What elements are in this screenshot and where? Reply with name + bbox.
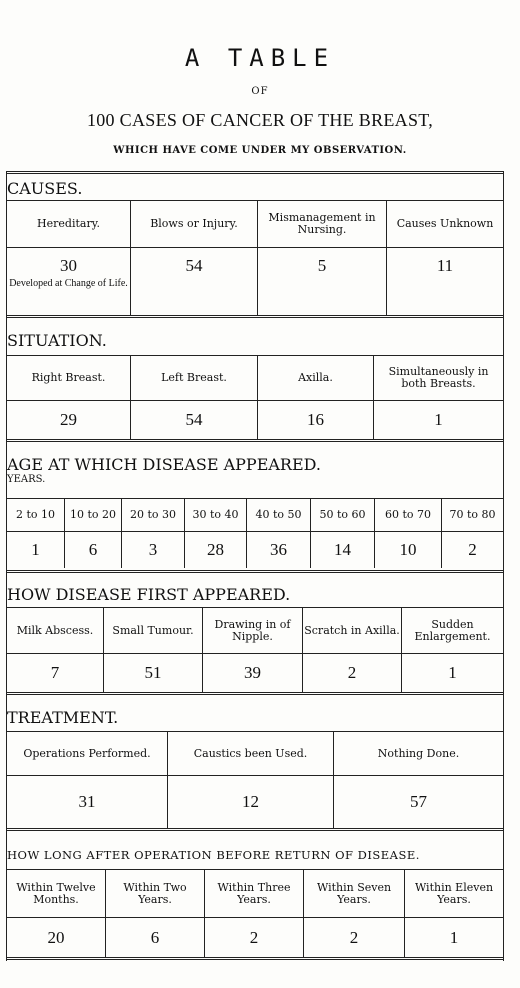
return-col-three-years: Within Three Years. — [205, 870, 304, 917]
first-col-sudden: Sudden Enlargement. — [414, 617, 491, 643]
return-value-row — [7, 918, 503, 958]
age-subheading: YEARS. — [7, 474, 46, 485]
situation-val-axilla: 16 — [258, 401, 374, 439]
age-val-1: 1 — [7, 532, 65, 568]
age-value-row — [7, 532, 503, 568]
age-col-1: 2 to 10 — [7, 499, 65, 531]
return-header-row — [7, 870, 503, 917]
causes-col-nursing: Mismanagement in Nursing. — [258, 201, 387, 247]
treatment-val-operations: 31 — [7, 776, 168, 828]
first-val-tumour: 51 — [104, 654, 203, 692]
causes-value-row — [7, 248, 503, 315]
age-col-4: 30 to 40 — [185, 499, 247, 531]
causes-val-nursing: 5 — [258, 248, 387, 315]
first-col-milk: Milk Abscess. — [7, 608, 104, 653]
return-val-eleven-years: 1 — [449, 928, 459, 947]
causes-val-unknown: 11 — [436, 256, 454, 275]
causes-note: Developed at Change of Life. — [9, 278, 128, 289]
treatment-col-nothing: Nothing Done. — [377, 746, 460, 760]
return-val-three-years: 2 — [205, 918, 304, 958]
return-col-seven-years: Within Seven Years. — [304, 870, 405, 917]
return-col-twelve-months: Within Twelve Months. — [7, 870, 106, 917]
age-header-row — [7, 499, 503, 531]
situation-val-right: 29 — [7, 401, 131, 439]
causes-heading: CAUSES. — [7, 179, 83, 198]
situation-col-axilla: Axilla. — [258, 356, 374, 400]
first-col-scratch: Scratch in Axilla. — [303, 608, 402, 653]
causes-header-row — [7, 201, 503, 247]
return-val-twelve-months: 20 — [7, 918, 106, 958]
return-val-two-years: 6 — [106, 918, 205, 958]
first-header-row — [7, 608, 503, 653]
age-col-7: 60 to 70 — [375, 499, 442, 531]
treatment-val-caustics: 12 — [168, 776, 334, 828]
title-line-3: 100 CASES OF CANCER OF THE BREAST, — [86, 110, 434, 130]
age-val-3: 3 — [122, 532, 185, 568]
age-col-8: 70 to 80 — [449, 508, 496, 521]
title-line-4: WHICH HAVE COME UNDER MY OBSERVATION. — [113, 145, 407, 156]
age-col-2: 10 to 20 — [65, 499, 122, 531]
age-col-6: 50 to 60 — [311, 499, 375, 531]
age-heading: AGE AT WHICH DISEASE APPEARED. — [7, 455, 321, 474]
causes-val-hereditary — [7, 248, 131, 315]
first-heading: HOW DISEASE FIRST APPEARED. — [7, 585, 291, 604]
age-val-5: 36 — [247, 532, 311, 568]
situation-val-left: 54 — [131, 401, 258, 439]
age-col-3: 20 to 30 — [122, 499, 185, 531]
return-col-two-years: Within Two Years. — [106, 870, 205, 917]
treatment-header-row — [7, 732, 503, 775]
return-val-seven-years: 2 — [304, 918, 405, 958]
title-line-1: A TABLE — [184, 44, 336, 72]
first-val-scratch: 2 — [303, 654, 402, 692]
first-val-milk: 7 — [7, 654, 104, 692]
treatment-value-row — [7, 776, 503, 828]
age-col-5: 40 to 50 — [247, 499, 311, 531]
causes-val-hereditary-number: 30 — [60, 256, 77, 275]
first-val-sudden: 1 — [448, 663, 457, 682]
return-col-eleven-years: Within Eleven Years. — [414, 880, 494, 906]
causes-val-blows: 54 — [131, 248, 258, 315]
first-val-nipple: 39 — [203, 654, 303, 692]
return-heading: HOW LONG AFTER OPERATION BEFORE RETURN OF DISEASE. — [7, 848, 420, 862]
age-val-6: 14 — [311, 532, 375, 568]
cases-table — [6, 171, 504, 961]
situation-col-left: Left Breast. — [131, 356, 258, 400]
treatment-col-operations: Operations Performed. — [7, 732, 168, 775]
situation-heading: SITUATION. — [7, 331, 107, 350]
title-line-2: OF — [251, 86, 269, 97]
situation-col-right: Right Breast. — [7, 356, 131, 400]
situation-header-row — [7, 356, 503, 400]
treatment-heading: TREATMENT. — [7, 708, 119, 727]
age-val-4: 28 — [185, 532, 247, 568]
causes-col-unknown: Causes Unknown — [396, 217, 494, 230]
first-col-tumour: Small Tumour. — [104, 608, 203, 653]
causes-col-hereditary: Hereditary. — [7, 201, 131, 247]
treatment-val-nothing: 57 — [410, 792, 427, 811]
causes-col-blows: Blows or Injury. — [131, 201, 258, 247]
first-value-row — [7, 654, 503, 692]
age-val-2: 6 — [65, 532, 122, 568]
age-val-8: 2 — [468, 540, 477, 559]
situation-value-row — [7, 401, 503, 439]
situation-val-both: 1 — [434, 410, 443, 429]
situation-col-both: Simultaneously in both Breasts. — [388, 365, 489, 390]
treatment-col-caustics: Caustics been Used. — [168, 732, 334, 775]
age-val-7: 10 — [375, 532, 442, 568]
first-col-nipple: Drawing in of Nipple. — [203, 608, 303, 653]
